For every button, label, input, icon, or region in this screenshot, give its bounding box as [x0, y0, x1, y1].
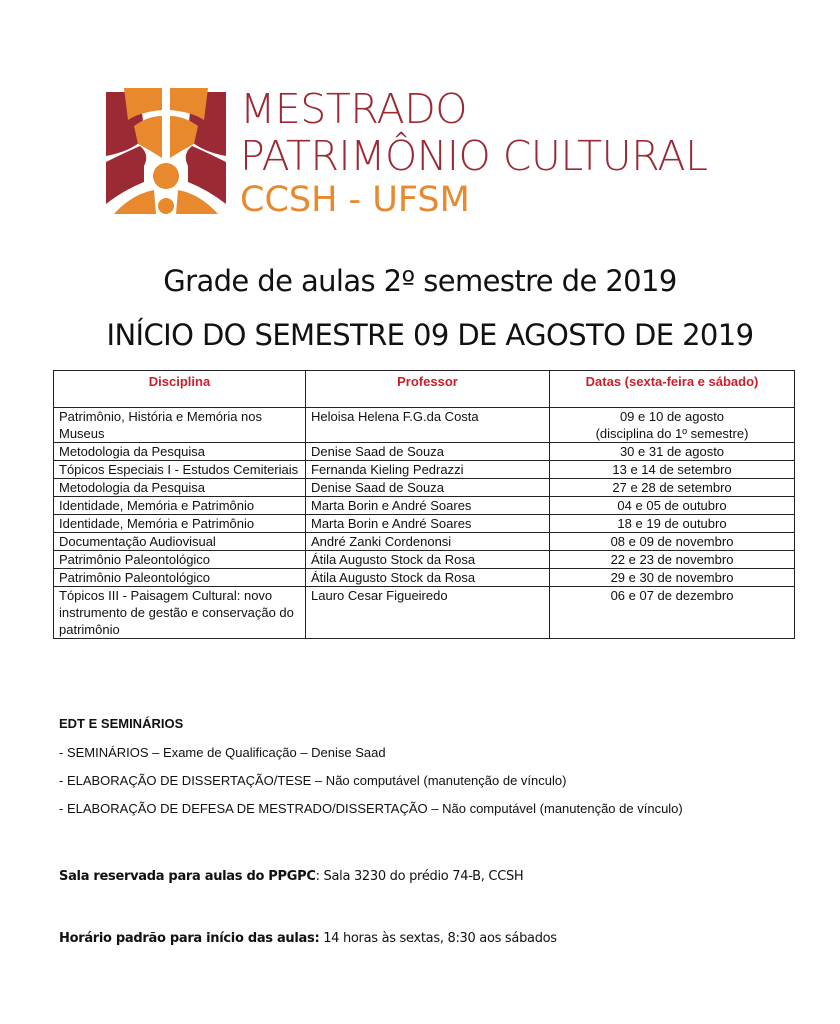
cell-professor: Heloisa Helena F.G.da Costa: [306, 408, 550, 443]
cell-disciplina: Tópicos III - Paisagem Cultural: novo instrumento de gestão e conservação do patrimônio: [54, 587, 306, 639]
cell-professor: Fernanda Kieling Pedrazzi: [306, 461, 550, 479]
cell-professor: Lauro Cesar Figueiredo: [306, 587, 550, 639]
edt-section: [59, 716, 683, 829]
edt-item-seminarios: - SEMINÁRIOS – Exame de Qualificação – Denise Saad: [59, 745, 386, 760]
room-info: [59, 869, 523, 884]
edt-item-defesa: - ELABORAÇÃO DE DEFESA DE MESTRADO/DISSERTAÇÃO – Não computável (manutenção de vínculo): [59, 801, 683, 816]
logo-line-mestrado: MESTRADO: [240, 85, 468, 133]
page-subtitle: INÍCIO DO SEMESTRE 09 DE AGOSTO DE 2019: [106, 318, 754, 352]
cell-datas: 04 e 05 de outubro: [550, 497, 795, 515]
table-row: [54, 443, 795, 461]
table-row: [54, 569, 795, 587]
cell-datas: 08 e 09 de novembro: [550, 533, 795, 551]
cell-datas-note: (disciplina do 1º semestre): [595, 426, 749, 441]
logo-emblem-icon: [104, 86, 228, 216]
schedule-label: Horário padrão para início das aulas:: [59, 931, 320, 946]
table-row: [54, 533, 795, 551]
logo-line-patrimonio: PATRIMÔNIO CULTURAL: [240, 132, 708, 180]
cell-datas: 29 e 30 de novembro: [550, 569, 795, 587]
header-disciplina: Disciplina: [54, 371, 306, 408]
table-row: [54, 408, 795, 443]
page-title: Grade de aulas 2º semestre de 2019: [163, 264, 677, 298]
table-row: [54, 551, 795, 569]
cell-disciplina: Documentação Audiovisual: [54, 533, 306, 551]
schedule-table: [53, 370, 795, 639]
room-label: Sala reservada para aulas do PPGPC: [59, 869, 316, 884]
edt-item-dissertacao: - ELABORAÇÃO DE DISSERTAÇÃO/TESE – Não computável (manutenção de vínculo): [59, 773, 567, 788]
cell-professor: Marta Borin e André Soares: [306, 497, 550, 515]
cell-disciplina: Patrimônio Paleontológico: [54, 551, 306, 569]
cell-professor: Marta Borin e André Soares: [306, 515, 550, 533]
table-header-row: [54, 371, 795, 408]
cell-professor: Átila Augusto Stock da Rosa: [306, 569, 550, 587]
room-value: : Sala 3230 do prédio 74-B, CCSH: [315, 869, 524, 884]
cell-disciplina: Patrimônio, História e Memória nos Museus: [54, 408, 306, 443]
header-professor: Professor: [306, 371, 550, 408]
table-row: [54, 587, 795, 639]
cell-datas: 30 e 31 de agosto: [550, 443, 795, 461]
cell-disciplina: Tópicos Especiais I - Estudos Cemiteriais: [54, 461, 306, 479]
table-row: [54, 515, 795, 533]
cell-professor: André Zanki Cordenonsi: [306, 533, 550, 551]
cell-datas: 13 e 14 de setembro: [550, 461, 795, 479]
cell-disciplina: Metodologia da Pesquisa: [54, 479, 306, 497]
cell-disciplina: Identidade, Memória e Patrimônio: [54, 497, 306, 515]
cell-professor: Denise Saad de Souza: [306, 479, 550, 497]
cell-datas: 18 e 19 de outubro: [550, 515, 795, 533]
edt-title: EDT E SEMINÁRIOS: [59, 716, 184, 731]
schedule-info: [59, 931, 557, 946]
cell-datas-value: 09 e 10 de agosto: [619, 409, 725, 424]
table-row: [54, 479, 795, 497]
cell-professor: Átila Augusto Stock da Rosa: [306, 551, 550, 569]
table-row: [54, 497, 795, 515]
cell-datas: [550, 408, 795, 443]
cell-datas: 06 e 07 de dezembro: [550, 587, 795, 639]
cell-professor: Denise Saad de Souza: [306, 443, 550, 461]
cell-disciplina: Patrimônio Paleontológico: [54, 569, 306, 587]
table-row: [54, 461, 795, 479]
program-logo: [104, 86, 764, 220]
cell-disciplina: Identidade, Memória e Patrimônio: [54, 515, 306, 533]
logo-line-ccsh: CCSH - UFSM: [240, 180, 470, 220]
schedule-value: 14 horas às sextas, 8:30 aos sábados: [319, 931, 557, 946]
cell-datas: 27 e 28 de setembro: [550, 479, 795, 497]
cell-disciplina: Metodologia da Pesquisa: [54, 443, 306, 461]
header-datas: Datas (sexta-feira e sábado): [550, 371, 795, 408]
cell-datas: 22 e 23 de novembro: [550, 551, 795, 569]
